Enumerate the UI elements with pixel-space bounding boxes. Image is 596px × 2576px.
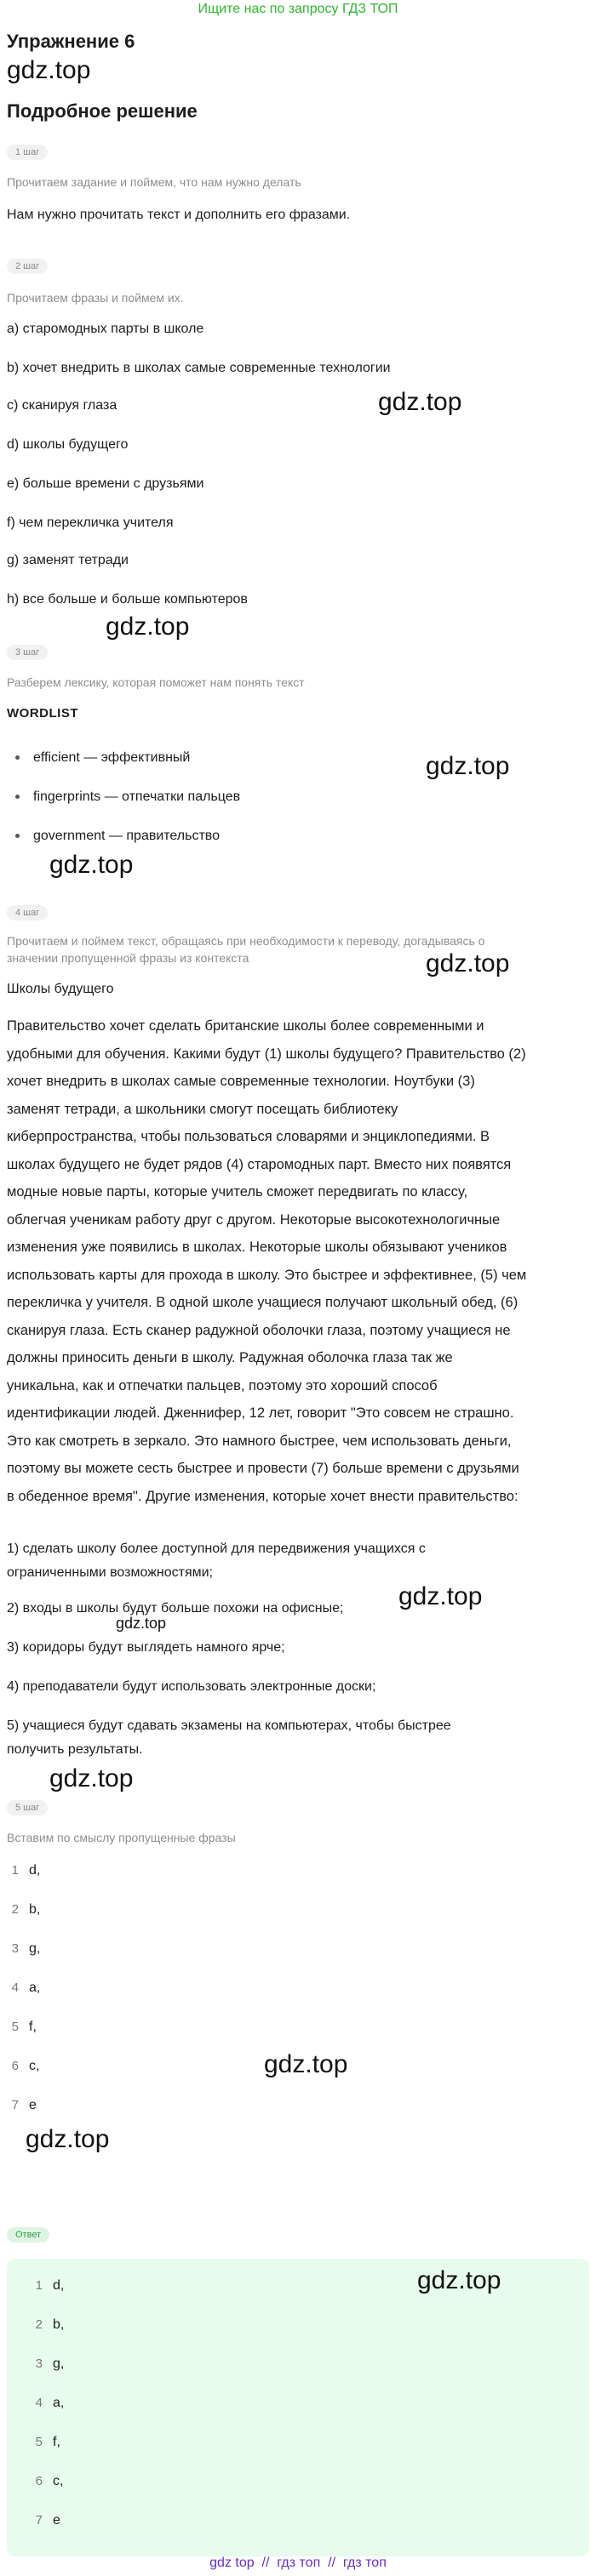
item-number: 2 (11, 1902, 19, 1917)
item-value: g, (29, 1941, 41, 1956)
search-banner[interactable]: Ищите нас по запросу ГДЗ ТОП (198, 2, 398, 16)
item-number: 6 (35, 2474, 43, 2488)
step-hint: Вставим по смыслу пропущенные фразы (7, 1831, 236, 1844)
answer-item (0, 1940, 40, 1958)
watermark: gdz.top (49, 851, 134, 879)
item-value: c, (29, 2059, 40, 2073)
text-line: удобными для обучения. Какими будут (1) школы будущего? Правительство (2) (7, 1046, 526, 1062)
step-hint: Разберем лексику, которая поможет нам понять текст (7, 675, 305, 689)
text-line: перекличка у учителя. В одной школе учащиеся получают школьный обед, (6) (7, 1295, 519, 1310)
item-number: 3 (35, 2357, 43, 2371)
wordlist-heading: WORDLIST (7, 706, 78, 721)
item-value: b, (29, 1902, 41, 1917)
phrase-item: e) больше времени с друзьями (7, 476, 204, 491)
answer-badge: Ответ (7, 2227, 49, 2243)
item-value: b, (53, 2317, 65, 2332)
item-number: 5 (35, 2435, 43, 2449)
change-item: 4) преподаватели будут использовать электронные доски; (7, 1679, 376, 1694)
item-value: e (53, 2513, 60, 2528)
text-line: идентификации людей. Дженнифер, 12 лет, говорит "Это совсем не страшно. (7, 1405, 514, 1421)
phrase-item: f) чем перекличка учителя (7, 516, 174, 530)
answer-item (0, 1861, 40, 1880)
answer-item (0, 2096, 37, 2115)
bullet-icon (15, 834, 20, 838)
item-value: c, (53, 2474, 64, 2488)
item-value: g, (53, 2357, 65, 2371)
text-line: Правительство хочет сделать британские школы более современными и (7, 1018, 484, 1034)
item-value: a, (29, 1980, 41, 1995)
item-value: d, (53, 2278, 65, 2293)
final-answer-item (24, 2511, 60, 2530)
step-badge: 2 шаг (7, 259, 48, 274)
change-item: 1) сделать школу более доступной для передвижения учащихся с (7, 1542, 426, 1556)
item-number: 7 (35, 2513, 43, 2528)
final-answer-item (24, 2472, 63, 2491)
text-line: модные новые парты, которые учитель сможет передвигать по классу, (7, 1184, 468, 1200)
answer-box (7, 2259, 589, 2556)
answer-item (0, 2018, 37, 2037)
step-hint: значении пропущенной фразы из контекста (7, 951, 249, 965)
word-text: efficient — эффективный (33, 750, 191, 765)
answer-item (0, 1901, 40, 1919)
watermark: gdz.top (426, 949, 510, 977)
answer-item (0, 2057, 39, 2076)
change-item: получить результаты. (7, 1742, 143, 1757)
text-line: заменят тетради, а школьники смогут посещать библиотеку (7, 1101, 398, 1117)
item-number: 1 (11, 1863, 19, 1878)
watermark: gdz.top (26, 2125, 110, 2153)
watermark: gdz.top (106, 613, 190, 641)
item-value: a, (53, 2396, 65, 2410)
item-value: d, (29, 1863, 41, 1878)
phrase-item: g) заменят тетради (7, 553, 129, 567)
watermark: gdz.top (398, 1582, 483, 1610)
final-answer-item (24, 2433, 60, 2452)
item-value: f, (29, 2020, 37, 2034)
step-hint: Прочитаем и поймем текст, обращаясь при необходимости к переводу, догадываясь о (7, 934, 485, 948)
item-number: 7 (11, 2098, 19, 2112)
text-line: использовать карты для прохода в школу. Это быстрее и эффективнее, (5) чем (7, 1267, 527, 1283)
item-value: f, (53, 2435, 60, 2449)
word-text: fingerprints — отпечатки пальцев (33, 789, 241, 804)
text-line: школах будущего не будет рядов (4) старомодных парт. Вместо них появятся (7, 1156, 512, 1172)
item-number: 4 (35, 2396, 43, 2410)
word-item (15, 749, 190, 767)
watermark: gdz.top (116, 1615, 167, 1632)
answer-item (0, 1979, 40, 1998)
text-line: Это как смотреть в зеркало. Это намного быстрее, чем использовать деньги, (7, 1433, 512, 1449)
step-hint: Прочитаем задание и поймем, что нам нужно делать (7, 175, 301, 189)
text-line: киберпространства, чтобы пользоваться словарями и энциклопедиями. В (7, 1129, 490, 1144)
step-badge: 1 шаг (7, 145, 48, 160)
phrase-item: b) хочет внедрить в школах самые современные технологии (7, 361, 391, 375)
text-line: должны приносить деньги в школу. Радужная оболочка глаза так же (7, 1350, 453, 1365)
bullet-icon (15, 795, 20, 799)
footer-links[interactable]: gdz top // гдз топ // гдз топ (209, 2556, 387, 2570)
step-badge: 5 шаг (7, 1800, 48, 1815)
item-number: 3 (11, 1941, 19, 1956)
watermark: gdz.top (417, 2266, 501, 2294)
step-hint: Прочитаем фразы и поймем их. (7, 291, 184, 305)
section-title: Подробное решение (7, 100, 198, 122)
phrase-item: c) сканируя глаза (7, 398, 117, 413)
bullet-icon (15, 755, 20, 760)
text-line: поэтому вы можете сесть быстрее и провести (7) больше времени с друзьями (7, 1461, 519, 1476)
text-line: изменения уже появились в школах. Некоторые школы обязывают учеников (7, 1240, 507, 1255)
text-line: сканируя глаза. Есть сканер радужной оболочки глаза, поэтому учащиеся не (7, 1322, 511, 1338)
final-answer-item (24, 2394, 64, 2413)
phrase-item: a) старомодных парты в школе (7, 322, 204, 336)
step-text: Нам нужно прочитать текст и дополнить его фразами. (7, 208, 351, 222)
item-number: 6 (11, 2059, 19, 2073)
reading-text (7, 1012, 587, 1510)
item-number: 1 (35, 2278, 43, 2293)
watermark: gdz.top (7, 56, 91, 84)
final-answer-item (24, 2355, 64, 2374)
text-line: в обеденное время". Другие изменения, которые хочет внести правительство: (7, 1488, 519, 1504)
item-value: e (29, 2098, 37, 2112)
phrase-item: d) школы будущего (7, 437, 129, 452)
watermark: gdz.top (426, 752, 510, 780)
item-number: 4 (11, 1980, 19, 1995)
watermark: gdz.top (378, 388, 462, 416)
word-item (15, 788, 240, 806)
text-line: хочет внедрить в школах самые современные технологии. Ноутбуки (3) (7, 1074, 475, 1089)
word-text: government — правительство (33, 829, 221, 843)
change-item: 5) учащиеся будут сдавать экзамены на компьютерах, чтобы быстрее (7, 1718, 451, 1733)
step-badge: 3 шаг (7, 645, 48, 660)
change-item: 2) входы в школы будут больше похожи на офисные; (7, 1601, 344, 1616)
word-item (15, 827, 220, 846)
page-title: Упражнение 6 (7, 31, 135, 52)
final-answer-item (24, 2316, 64, 2334)
step-badge: 4 шаг (7, 905, 48, 920)
phrase-item: h) все больше и больше компьютеров (7, 592, 248, 607)
item-number: 5 (11, 2020, 19, 2034)
text-heading: Школы будущего (7, 982, 114, 996)
final-answer-item (24, 2277, 64, 2295)
watermark: gdz.top (49, 1764, 134, 1792)
item-number: 2 (35, 2317, 43, 2332)
watermark: gdz.top (264, 2050, 348, 2078)
change-item: ограниченными возможностями; (7, 1565, 213, 1580)
text-line: уникальна, как и отпечатки пальцев, поэтому это хороший способ (7, 1377, 438, 1393)
text-line: облегчая ученикам работу друг с другом. Некоторые высокотехнологичные (7, 1211, 501, 1228)
change-item: 3) коридоры будут выглядеть намного ярче; (7, 1640, 285, 1655)
